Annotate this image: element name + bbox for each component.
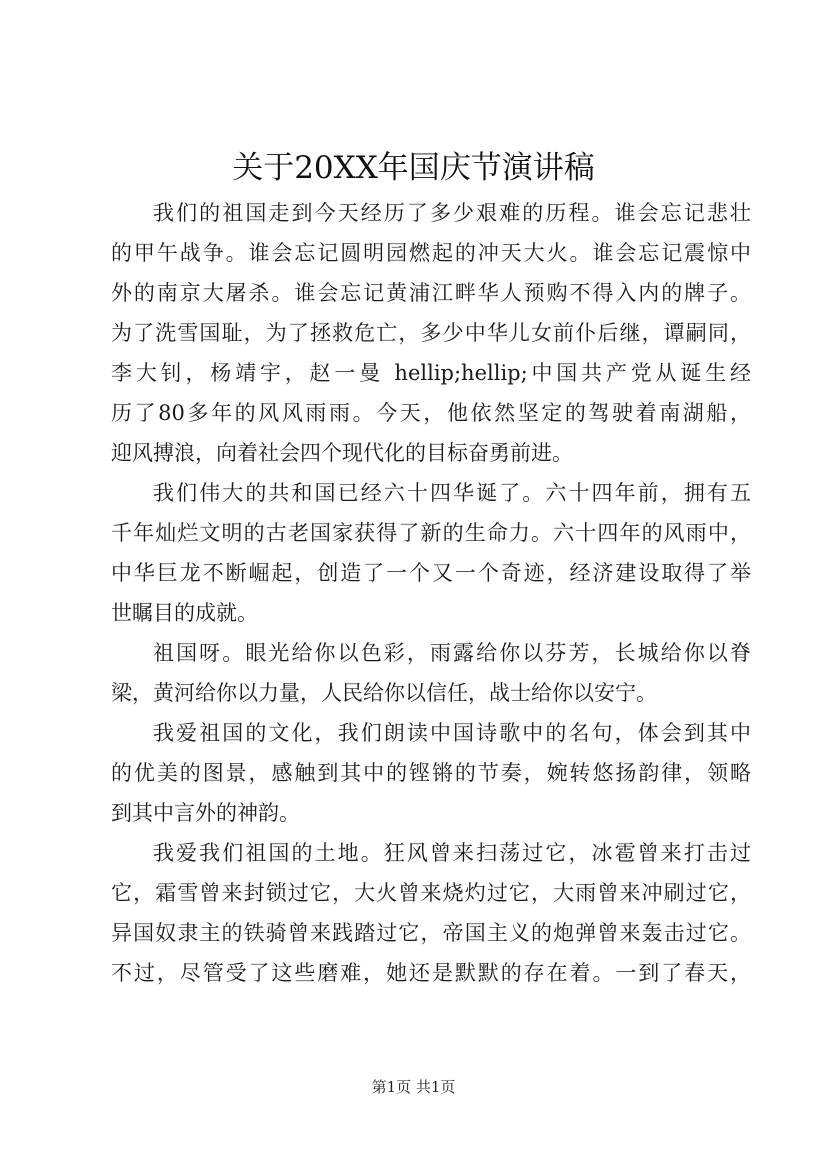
text-line: 异国奴隶主的铁骑曾来践踏过它，帝国主义的炮弹曾来轰击过它。	[111, 921, 751, 945]
text-line: 我爱祖国的文化，我们朗读中国诗歌中的名句，体会到其中	[153, 721, 751, 745]
text-line: 中华巨龙不断崛起，创造了一个又一个奇迹，经济建设取得了举	[111, 561, 751, 585]
text-line: 我们伟大的共和国已经六十四华诞了。六十四年前，拥有五	[153, 481, 751, 505]
page-footer: 第1页 共1页	[371, 1078, 456, 1096]
text-line: 祖国呀。眼光给你以色彩，雨露给你以芬芳，长城给你以脊	[153, 641, 751, 665]
text-line: 外的南京大屠杀。谁会忘记黄浦江畔华人预购不得入内的牌子。	[111, 281, 751, 305]
text-line: 世瞩目的成就。	[111, 601, 258, 625]
text-line: 为了洗雪国耻，为了拯救危亡，多少中华儿女前仆后继，谭嗣同，	[111, 321, 751, 345]
text-line: 李大钊，杨靖宇，赵一曼 hellip;hellip;中国共产党从诞生经	[111, 361, 751, 385]
text-line: 到其中言外的神韵。	[111, 801, 300, 825]
text-line: 我爱我们祖国的土地。狂风曾来扫荡过它，冰雹曾来打击过	[153, 841, 751, 865]
text-line: 梁，黄河给你以力量，人民给你以信任，战士给你以安宁。	[111, 681, 657, 705]
text-line: 千年灿烂文明的古老国家获得了新的生命力。六十四年的风雨中，	[111, 521, 751, 545]
text-line: 它，霜雪曾来封锁过它，大火曾来烧灼过它，大雨曾来冲刷过它，	[111, 881, 751, 905]
text-line: 迎风搏浪，向着社会四个现代化的目标奋勇前进。	[111, 441, 573, 465]
text-line: 历了80多年的风风雨雨。今天，他依然坚定的驾驶着南湖船，	[111, 401, 751, 425]
text-line: 我们的祖国走到今天经历了多少艰难的历程。谁会忘记悲壮	[153, 201, 751, 225]
text-line: 不过，尽管受了这些磨难，她还是默默的存在着。一到了春天，	[111, 961, 751, 985]
text-line: 的甲午战争。谁会忘记圆明园燃起的冲天大火。谁会忘记震惊中	[111, 241, 751, 265]
text-line: 的优美的图景，感触到其中的铿锵的节奏，婉转悠扬韵律，领略	[111, 761, 751, 785]
document-title: 关于20XX年国庆节演讲稿	[232, 150, 595, 186]
